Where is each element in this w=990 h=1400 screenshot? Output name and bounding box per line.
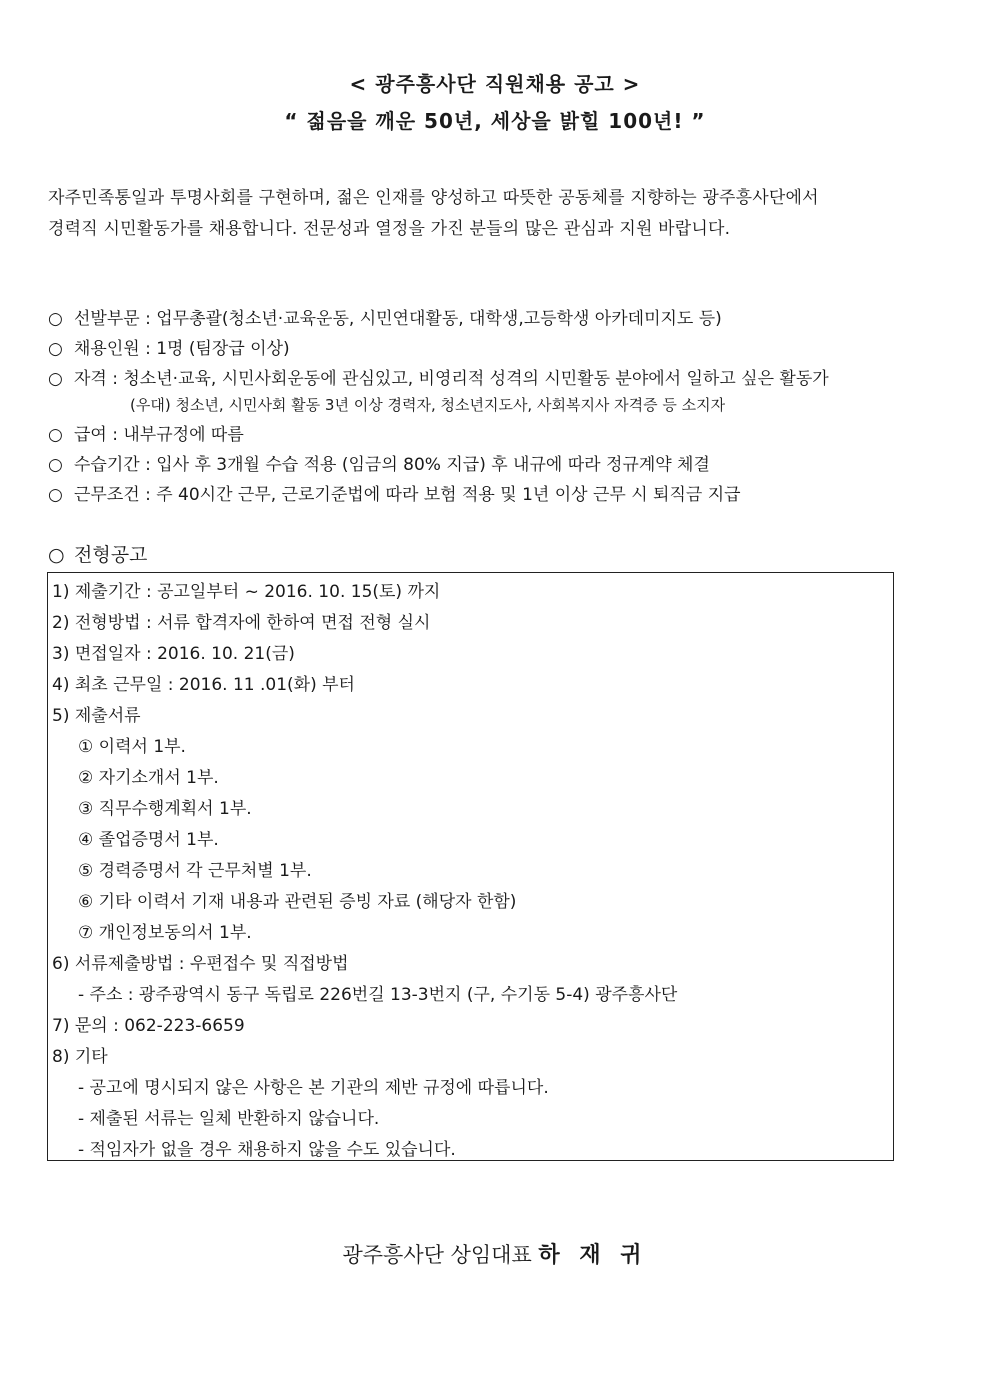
- selection-row: 2) 전형방법 : 서류 합격자에 한하여 면접 전형 실시: [52, 613, 431, 633]
- address-line: - 주소 : 광주광역시 동구 독립로 226번길 13-3번지 (구, 수기동 5-4) 광주흥사단: [78, 985, 678, 1005]
- document-list-item: ⑦ 개인정보동의서 1부.: [78, 923, 252, 943]
- intro-line-2: 경력직 시민활동가를 채용합니다. 전문성과 열정을 가진 분들의 많은 관심과 지원 바랍니다.: [48, 219, 731, 239]
- circle-bullet-icon: ○: [48, 369, 63, 389]
- selection-row: 6) 서류제출방법 : 우편접수 및 직접방법: [52, 954, 349, 974]
- selection-row: 8) 기타: [52, 1047, 108, 1067]
- notice-title: < 광주흥사단 직원채용 공고 >: [349, 72, 641, 96]
- condition-work-terms: [48, 480, 741, 505]
- condition-salary: [48, 420, 244, 445]
- intro-line-1: 자주민족통일과 투명사회를 구현하며, 젊은 인재를 양성하고 따뜻한 공동체를 지향하는 광주흥사단에서: [48, 188, 819, 208]
- condition-text: 선발부문 : 업무총괄(청소년·교육운동, 시민연대활동, 대학생,고등학생 아카데미지도 등): [74, 309, 722, 329]
- document-list-item: ⑤ 경력증명서 각 근무처별 1부.: [78, 861, 312, 881]
- misc-note: - 적임자가 없을 경우 채용하지 않을 수도 있습니다.: [78, 1140, 456, 1160]
- selection-row: 1) 제출기간 : 공고일부터 ~ 2016. 10. 15(토) 까지: [52, 582, 441, 602]
- selection-row: 5) 제출서류: [52, 706, 141, 726]
- qualification-preferred-note: (우대) 청소년, 시민사회 활동 3년 이상 경력자, 청소년지도사, 사회복지사 자격증 등 소지자: [130, 396, 726, 414]
- condition-probation: [48, 450, 710, 475]
- condition-headcount: [48, 334, 290, 359]
- selection-heading-text: 전형공고: [74, 544, 148, 566]
- document-list-item: ④ 졸업증명서 1부.: [78, 830, 219, 850]
- representative-title: 광주흥사단 상임대표: [342, 1243, 532, 1267]
- document-list-item: ⑥ 기타 이력서 기재 내용과 관련된 증빙 자료 (해당자 한함): [78, 892, 517, 912]
- notice-slogan: “ 젊음을 깨운 50년, 세상을 밝힐 100년! ”: [284, 109, 706, 133]
- condition-department: [48, 304, 722, 329]
- misc-note: - 공고에 명시되지 않은 사항은 본 기관의 제반 규정에 따릅니다.: [78, 1078, 549, 1098]
- condition-text: 자격 : 청소년·교육, 시민사회운동에 관심있고, 비영리적 성격의 시민활동 분야에서 일하고 싶은 활동가: [74, 369, 829, 389]
- misc-note: - 제출된 서류는 일체 반환하지 않습니다.: [78, 1109, 380, 1129]
- contact-row: 7) 문의 : 062-223-6659: [52, 1016, 245, 1036]
- circle-bullet-icon: ○: [48, 485, 63, 505]
- condition-qualification: [48, 364, 829, 389]
- condition-text: 급여 : 내부규정에 따름: [74, 425, 244, 445]
- document-list-item: ① 이력서 1부.: [78, 737, 186, 757]
- selection-row: 4) 최초 근무일 : 2016. 11 .01(화) 부터: [52, 675, 355, 695]
- condition-text: 근무조건 : 주 40시간 근무, 근로기준법에 따라 보험 적용 및 1년 이상 근무 시 퇴직금 지급: [74, 485, 741, 505]
- document-list-item: ③ 직무수행계획서 1부.: [78, 799, 252, 819]
- circle-bullet-icon: ○: [48, 425, 63, 445]
- representative-name: 하 재 귀: [538, 1243, 648, 1268]
- condition-text: 채용인원 : 1명 (팀장급 이상): [74, 339, 290, 359]
- circle-bullet-icon: ○: [48, 339, 63, 359]
- circle-bullet-icon: ○: [48, 544, 65, 566]
- selection-row: 3) 면접일자 : 2016. 10. 21(금): [52, 644, 295, 664]
- selection-heading: [48, 540, 147, 567]
- signature-line: [0, 1238, 990, 1269]
- document-list-item: ② 자기소개서 1부.: [78, 768, 219, 788]
- circle-bullet-icon: ○: [48, 309, 63, 329]
- condition-text: 수습기간 : 입사 후 3개월 수습 적용 (임금의 80% 지급) 후 내규에 따라 정규계약 체결: [74, 455, 710, 475]
- circle-bullet-icon: ○: [48, 455, 63, 475]
